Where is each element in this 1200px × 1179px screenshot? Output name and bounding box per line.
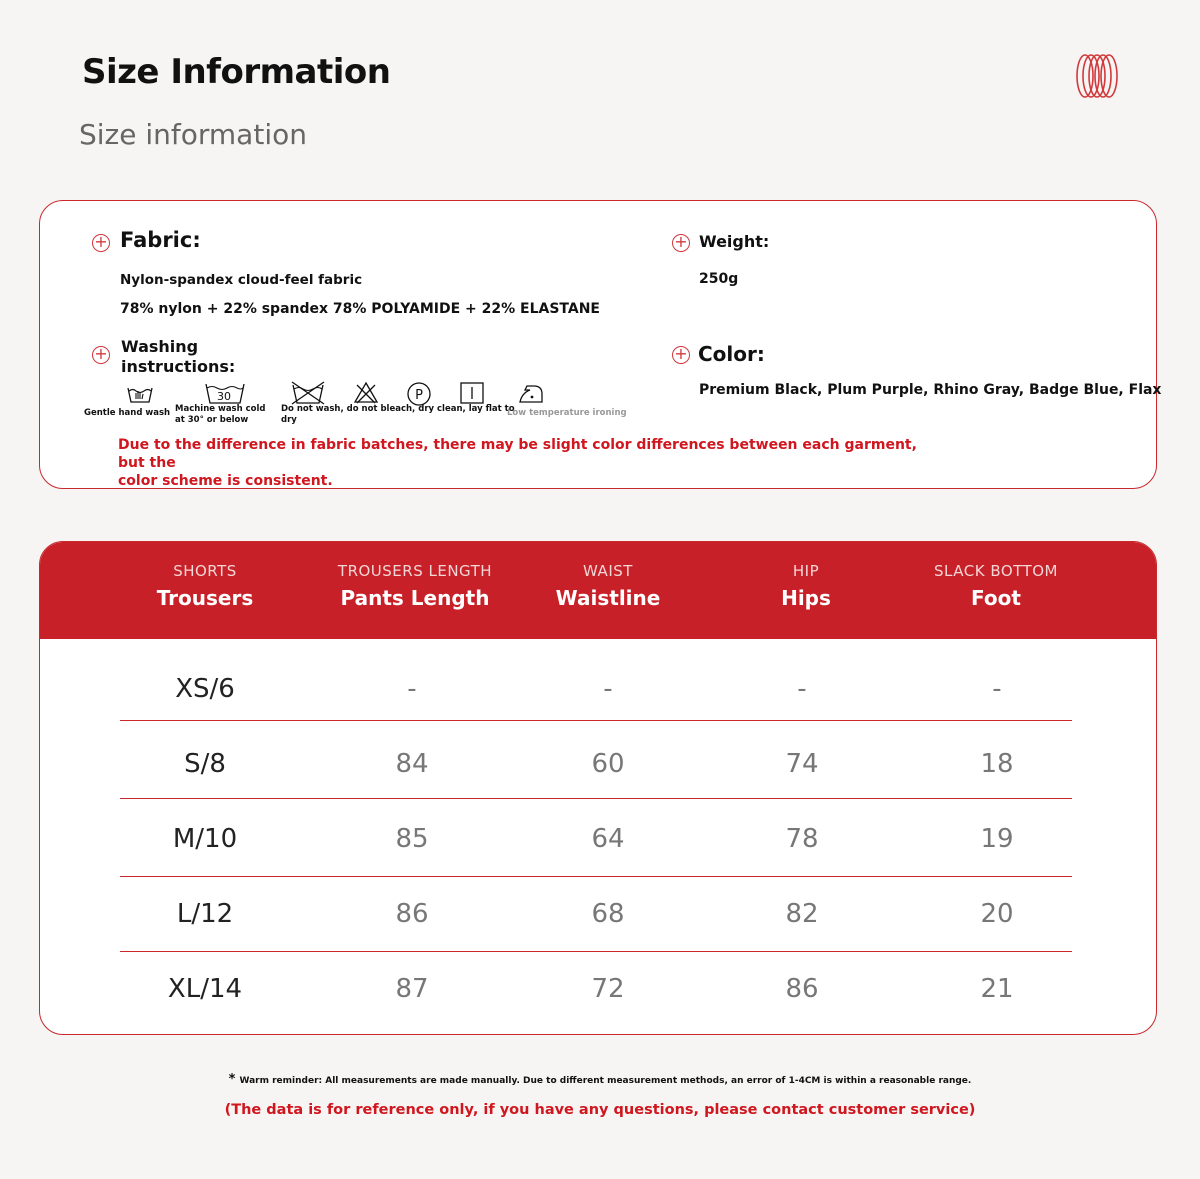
plus-circle-icon: + — [92, 234, 110, 252]
table-cell: 87 — [395, 974, 429, 1004]
table-cell: - — [603, 674, 613, 704]
table-cell: 84 — [395, 749, 429, 779]
weight-label: Weight: — [699, 232, 770, 251]
hand-wash-icon — [126, 382, 154, 404]
header-waist — [498, 562, 718, 610]
table-cell: 20 — [980, 899, 1014, 929]
reference-note: (The data is for reference only, if you have any questions, please contact customer service) — [224, 1102, 976, 1118]
no-wash-caption-line2: dry — [281, 415, 297, 425]
table-cell: 18 — [980, 749, 1014, 779]
machine-wash-caption-line2: at 30° or below — [175, 415, 249, 425]
notice-line1: Due to the difference in fabric batches, there may be slight color differences between each garment, but the — [118, 437, 917, 471]
header-en: HIP — [792, 562, 820, 580]
page-title: Size Information — [82, 52, 391, 92]
table-cell: - — [407, 674, 417, 704]
table-cell: 78 — [785, 824, 819, 854]
do-not-bleach-icon — [353, 381, 379, 405]
header-hip — [696, 562, 916, 610]
no-wash-caption-line1: Do not wash, do not bleach, dry clean, lay flat to — [281, 404, 515, 414]
header-en: WAIST — [583, 562, 633, 580]
no-wash-caption — [281, 404, 515, 426]
washing-label-line1: Washing — [121, 337, 199, 356]
table-cell: 86 — [785, 974, 819, 1004]
table-cell: 72 — [591, 974, 625, 1004]
row-divider — [120, 876, 1072, 877]
table-cell: XL/14 — [167, 974, 243, 1004]
color-difference-notice — [118, 436, 948, 490]
table-cell: 86 — [395, 899, 429, 929]
color-label: Color: — [698, 342, 765, 366]
machine-wash-30-icon — [204, 381, 246, 405]
row-divider — [120, 951, 1072, 952]
table-cell: S/8 — [184, 749, 226, 779]
size-table — [39, 541, 1157, 1035]
table-cell: - — [797, 674, 807, 704]
table-cell: 21 — [980, 974, 1014, 1004]
table-cell: 68 — [591, 899, 625, 929]
table-cell: M/10 — [172, 824, 238, 854]
reminder-text: Warm reminder: All measurements are made manually. Due to different measurement methods, an error of 1-4CM is within a reasonable range. — [239, 1076, 972, 1086]
low-temp-iron-icon — [517, 381, 545, 405]
do-not-wash-icon — [290, 381, 326, 405]
page-subtitle: Size information — [79, 118, 307, 151]
fabric-name: Nylon-spandex cloud-feel fabric — [120, 272, 363, 288]
machine-wash-caption — [175, 404, 266, 426]
measurement-reminder — [0, 1072, 1200, 1087]
header-en: TROUSERS LENGTH — [337, 562, 493, 580]
low-iron-caption: Low temperature ironing — [507, 408, 627, 418]
header-en: SLACK BOTTOM — [934, 562, 1058, 580]
table-cell: 19 — [980, 824, 1014, 854]
rings-logo-icon — [1072, 52, 1122, 102]
fabric-label: Fabric: — [120, 228, 201, 252]
header-cn: Hips — [781, 586, 831, 610]
lay-flat-dry-icon — [459, 381, 485, 405]
header-en: SHORTS — [173, 562, 237, 580]
row-divider — [120, 798, 1072, 799]
table-cell: 60 — [591, 749, 625, 779]
plus-circle-icon: + — [672, 346, 690, 364]
table-cell: 74 — [785, 749, 819, 779]
washing-label — [121, 337, 235, 377]
weight-value: 250g — [699, 271, 739, 287]
machine-wash-caption-line1: Machine wash cold — [175, 404, 266, 414]
header-cn: Pants Length — [340, 586, 490, 610]
notice-line2: color scheme is consistent. — [118, 473, 333, 489]
washing-label-line2: instructions: — [121, 357, 236, 376]
plus-circle-icon: + — [672, 234, 690, 252]
header-slack-bottom — [886, 562, 1106, 610]
table-cell: L/12 — [176, 899, 234, 929]
header-cn: Foot — [971, 586, 1021, 610]
table-cell: 64 — [591, 824, 625, 854]
wash-temp-text: 30 — [217, 390, 231, 403]
table-header — [40, 542, 1156, 639]
table-cell: 82 — [785, 899, 819, 929]
asterisk-mark: * — [228, 1072, 236, 1087]
plus-circle-icon: + — [92, 346, 110, 364]
header-cn: Waistline — [555, 586, 661, 610]
header-shorts — [95, 562, 315, 610]
row-divider — [120, 720, 1072, 721]
dry-clean-letter: P — [415, 388, 423, 403]
table-cell: XS/6 — [175, 674, 235, 704]
hand-wash-caption: Gentle hand wash — [84, 408, 171, 418]
header-cn: Trousers — [156, 586, 254, 610]
table-cell: 85 — [395, 824, 429, 854]
table-cell: - — [992, 674, 1002, 704]
fabric-composition: 78% nylon + 22% spandex 78% POLYAMIDE + 22% ELASTANE — [120, 301, 600, 317]
header-trousers-length — [305, 562, 525, 610]
color-value: Premium Black, Plum Purple, Rhino Gray, Badge Blue, Flax — [699, 382, 1162, 398]
